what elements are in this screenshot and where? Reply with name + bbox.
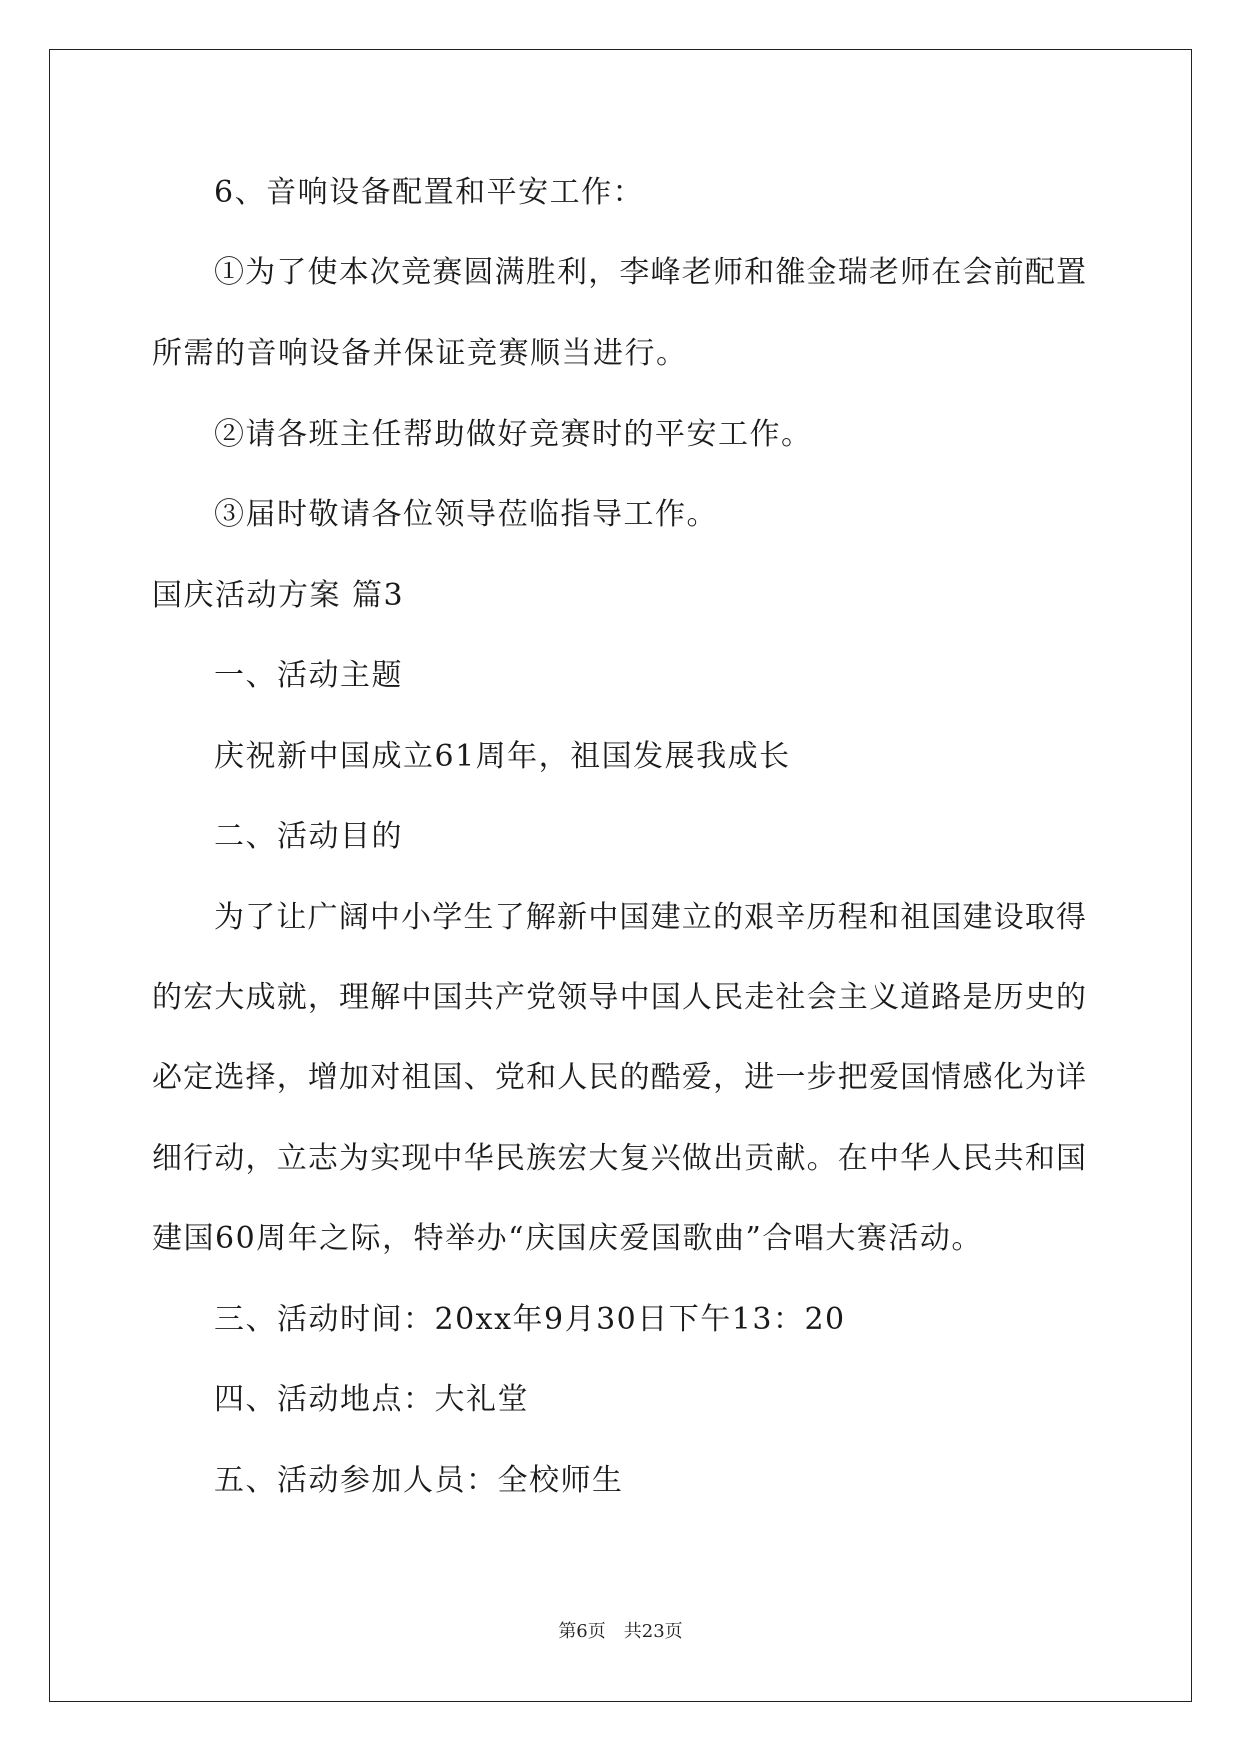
text-line: 为了让广阔中小学生了解新中国建立的艰辛历程和祖国建设取得 <box>214 900 1086 935</box>
text-line: ②请各班主任帮助做好竞赛时的平安工作。 <box>214 417 813 452</box>
text-line: 细行动，立志为实现中华民族宏大复兴做出贡献。在中华人民共和国 <box>152 1141 1086 1176</box>
text-line: 四、活动地点：大礼堂 <box>214 1382 529 1417</box>
page-footer <box>0 1620 1241 1644</box>
text-line: ①为了使本次竞赛圆满胜利，李峰老师和雒金瑞老师在会前配置 <box>214 255 1086 290</box>
section-heading: 国庆活动方案 篇3 <box>152 578 405 613</box>
text-line: 建国60周年之际，特举办“庆国庆爱国歌曲”合唱大赛活动。 <box>152 1221 983 1256</box>
text-line: 庆祝新中国成立61周年，祖国发展我成长 <box>214 739 791 774</box>
text-line: ③届时敬请各位领导莅临指导工作。 <box>214 497 718 532</box>
page-border <box>49 49 1192 1702</box>
text-line: 必定选择，增加对祖国、党和人民的酷爱，进一步把爱国情感化为详 <box>152 1060 1086 1095</box>
text-line: 的宏大成就，理解中国共产党领导中国人民走社会主义道路是历史的 <box>152 980 1086 1015</box>
page-number: 第6页 <box>558 1621 606 1642</box>
text-line: 五、活动参加人员：全校师生 <box>214 1463 624 1498</box>
text-line: 三、活动时间：20xx年9月30日下午13：20 <box>214 1302 846 1337</box>
text-line: 所需的音响设备并保证竞赛顺当进行。 <box>152 336 688 371</box>
text-line: 一、活动主题 <box>214 658 403 693</box>
text-line: 6、音响设备配置和平安工作： <box>214 175 645 210</box>
text-line: 二、活动目的 <box>214 819 403 854</box>
page-total: 共23页 <box>623 1621 683 1642</box>
